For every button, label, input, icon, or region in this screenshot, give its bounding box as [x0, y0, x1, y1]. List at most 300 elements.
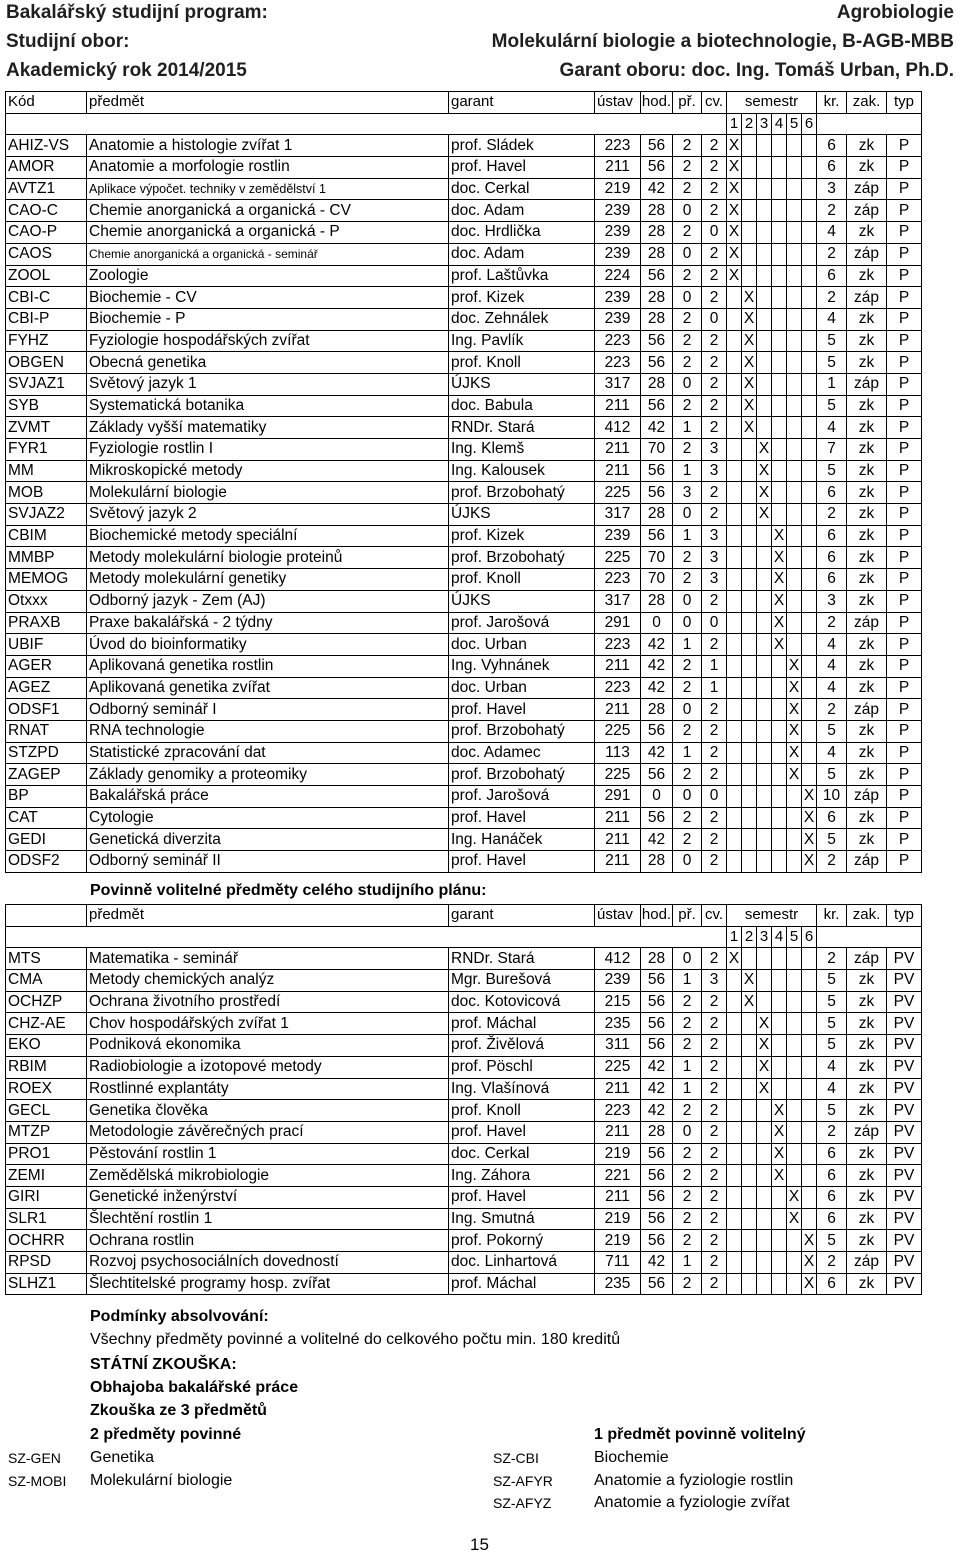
- course-exercises: 2: [702, 991, 727, 1013]
- semester-cell: X: [802, 786, 817, 808]
- semester-cell: [727, 829, 742, 851]
- course-lectures: 3: [673, 482, 702, 504]
- course-completion: zk: [847, 460, 887, 482]
- col-garant: garant: [449, 92, 595, 114]
- semester-cell: [757, 948, 772, 970]
- semester-cell: [772, 1056, 787, 1078]
- course-name: Obecná genetika: [87, 352, 449, 374]
- course-type: P: [887, 590, 922, 612]
- course-exercises: 2: [702, 948, 727, 970]
- course-hours: 56: [641, 460, 673, 482]
- course-credits: 4: [817, 655, 847, 677]
- semester-cell: [742, 829, 757, 851]
- course-code: EKO: [6, 1035, 87, 1057]
- course-type: P: [887, 157, 922, 179]
- table-row: [6, 612, 922, 634]
- semester-cell: [757, 720, 772, 742]
- semester-cell: [757, 308, 772, 330]
- mandatory-heading: 2 předměty povinné: [90, 1426, 242, 1443]
- course-guarantor: ÚJKS: [449, 373, 595, 395]
- semester-cell: X: [772, 1121, 787, 1143]
- semester-cell: [787, 308, 802, 330]
- course-type: PV: [887, 970, 922, 992]
- course-department: 211: [595, 157, 641, 179]
- course-type: PV: [887, 1230, 922, 1252]
- course-department: 211: [595, 439, 641, 461]
- semester-cell: [802, 157, 817, 179]
- semester-cell: [757, 1252, 772, 1274]
- course-exercises: 2: [702, 417, 727, 439]
- semester-cell: [772, 200, 787, 222]
- course-completion: záp: [847, 948, 887, 970]
- course-name: Základy vyšší matematiky: [87, 417, 449, 439]
- course-lectures: 0: [673, 590, 702, 612]
- course-exercises: 2: [702, 352, 727, 374]
- course-completion: záp: [847, 243, 887, 265]
- course-credits: 5: [817, 829, 847, 851]
- course-name: Zoologie: [87, 265, 449, 287]
- col-typ: typ: [887, 905, 922, 927]
- course-credits: 10: [817, 786, 847, 808]
- course-credits: 2: [817, 1121, 847, 1143]
- course-completion: zk: [847, 1035, 887, 1057]
- sz-code: SZ-AFYR: [493, 1473, 553, 1489]
- course-name: Biochemie - P: [87, 308, 449, 330]
- semester-cell: [757, 786, 772, 808]
- semester-cell: [742, 1165, 757, 1187]
- course-exercises: 2: [702, 699, 727, 721]
- academic-year: Akademický rok 2014/2015: [6, 60, 247, 81]
- course-hours: 56: [641, 135, 673, 157]
- semester-cell: [727, 699, 742, 721]
- course-credits: 5: [817, 330, 847, 352]
- course-exercises: 2: [702, 634, 727, 656]
- course-type: P: [887, 460, 922, 482]
- course-guarantor: ÚJKS: [449, 590, 595, 612]
- semester-cell: [802, 504, 817, 526]
- course-guarantor: prof. Sládek: [449, 135, 595, 157]
- course-name: Šlechtění rostlin 1: [87, 1208, 449, 1230]
- semester-number: 6: [802, 926, 817, 948]
- course-hours: 42: [641, 1078, 673, 1100]
- table-row: [6, 1165, 922, 1187]
- program-label: Bakalářský studijní program:: [6, 2, 268, 23]
- course-exercises: 2: [702, 135, 727, 157]
- semester-cell: [787, 634, 802, 656]
- course-department: 211: [595, 807, 641, 829]
- course-credits: 6: [817, 525, 847, 547]
- table-row: [6, 157, 922, 179]
- semester-cell: [742, 948, 757, 970]
- course-lectures: 2: [673, 157, 702, 179]
- semester-cell: [787, 352, 802, 374]
- semester-cell: [802, 352, 817, 374]
- semester-cell: X: [772, 634, 787, 656]
- semester-cell: X: [742, 970, 757, 992]
- course-type: P: [887, 308, 922, 330]
- table-row: [6, 417, 922, 439]
- semester-number: 5: [787, 113, 802, 135]
- course-department: 412: [595, 417, 641, 439]
- course-lectures: 2: [673, 829, 702, 851]
- course-completion: zk: [847, 742, 887, 764]
- semester-cell: [787, 287, 802, 309]
- course-name: Fyziologie rostlin I: [87, 439, 449, 461]
- course-lectures: 1: [673, 460, 702, 482]
- course-name: Metody molekulární biologie proteinů: [87, 547, 449, 569]
- course-completion: zk: [847, 417, 887, 439]
- course-name: Matematika - seminář: [87, 948, 449, 970]
- field-label: Studijní obor:: [6, 31, 130, 52]
- course-department: 239: [595, 243, 641, 265]
- course-code: MTZP: [6, 1121, 87, 1143]
- semester-cell: [757, 373, 772, 395]
- course-completion: zk: [847, 135, 887, 157]
- course-lectures: 1: [673, 1056, 702, 1078]
- semester-cell: [802, 200, 817, 222]
- course-completion: zk: [847, 970, 887, 992]
- col-cv: cv.: [702, 92, 727, 114]
- semester-cell: [742, 178, 757, 200]
- course-lectures: 2: [673, 352, 702, 374]
- semester-cell: [772, 417, 787, 439]
- course-department: 211: [595, 851, 641, 873]
- semester-cell: [787, 504, 802, 526]
- course-code: ODSF1: [6, 699, 87, 721]
- semester-cell: X: [742, 395, 757, 417]
- semester-cell: [787, 970, 802, 992]
- course-lectures: 0: [673, 1121, 702, 1143]
- course-exercises: 2: [702, 1121, 727, 1143]
- table-row: [6, 851, 922, 873]
- course-type: PV: [887, 1252, 922, 1274]
- program-value: Agrobiologie: [836, 2, 954, 23]
- semester-number: 1: [727, 926, 742, 948]
- semester-cell: [727, 1121, 742, 1143]
- course-name: Šlechtitelské programy hosp. zvířat: [87, 1273, 449, 1295]
- course-credits: 1: [817, 373, 847, 395]
- semester-cell: [757, 1100, 772, 1122]
- course-type: PV: [887, 1143, 922, 1165]
- col-zak: zak.: [847, 92, 887, 114]
- semester-cell: X: [802, 829, 817, 851]
- course-name: Mikroskopické metody: [87, 460, 449, 482]
- course-completion: zk: [847, 807, 887, 829]
- semester-cell: [772, 1273, 787, 1295]
- field-value: Molekulární biologie a biotechnologie, B-AGB-MBB: [491, 31, 954, 52]
- table-row: [6, 1078, 922, 1100]
- semester-cell: [787, 157, 802, 179]
- course-type: P: [887, 612, 922, 634]
- semester-cell: [772, 720, 787, 742]
- course-name: Metody molekulární genetiky: [87, 569, 449, 591]
- course-code: CMA: [6, 970, 87, 992]
- semester-cell: X: [787, 699, 802, 721]
- course-lectures: 2: [673, 1273, 702, 1295]
- semester-cell: [727, 373, 742, 395]
- course-guarantor: prof. Jarošová: [449, 612, 595, 634]
- semester-cell: [772, 243, 787, 265]
- course-name: Metody chemických analýz: [87, 970, 449, 992]
- table-row: [6, 1121, 922, 1143]
- course-type: P: [887, 135, 922, 157]
- semester-cell: [742, 547, 757, 569]
- col-kr: kr.: [817, 92, 847, 114]
- semester-cell: X: [802, 851, 817, 873]
- semester-cell: [802, 287, 817, 309]
- semester-cell: [802, 547, 817, 569]
- course-type: P: [887, 439, 922, 461]
- col-typ: typ: [887, 92, 922, 114]
- semester-cell: [727, 1273, 742, 1295]
- col-kr: kr.: [817, 905, 847, 927]
- semester-cell: [757, 200, 772, 222]
- header-row-program: [6, 2, 954, 24]
- course-code: FYR1: [6, 439, 87, 461]
- course-guarantor: doc. Kotovicová: [449, 991, 595, 1013]
- course-exercises: 2: [702, 764, 727, 786]
- course-exercises: 2: [702, 720, 727, 742]
- semester-cell: [772, 1230, 787, 1252]
- semester-cell: [772, 699, 787, 721]
- semester-cell: [757, 178, 772, 200]
- course-name: Chemie anorganická a organická - CV: [87, 200, 449, 222]
- semester-cell: [727, 1186, 742, 1208]
- course-exercises: 2: [702, 482, 727, 504]
- semester-cell: X: [727, 222, 742, 244]
- semester-number: 2: [742, 113, 757, 135]
- semester-cell: [787, 1056, 802, 1078]
- course-exercises: 2: [702, 1208, 727, 1230]
- semester-cell: [742, 1186, 757, 1208]
- course-guarantor: doc. Adamec: [449, 742, 595, 764]
- course-department: 219: [595, 1208, 641, 1230]
- course-credits: 6: [817, 1186, 847, 1208]
- semester-cell: [802, 991, 817, 1013]
- header-row-semesters: [6, 926, 922, 948]
- sz-code: SZ-CBI: [493, 1450, 539, 1466]
- course-credits: 5: [817, 764, 847, 786]
- course-code: STZPD: [6, 742, 87, 764]
- sz-name: Anatomie a fyziologie rostlin: [594, 1472, 794, 1489]
- course-name: Aplikovaná genetika rostlin: [87, 655, 449, 677]
- semester-cell: X: [727, 243, 742, 265]
- semester-cell: [742, 1273, 757, 1295]
- semester-cell: [727, 786, 742, 808]
- course-department: 225: [595, 1056, 641, 1078]
- semester-cell: [757, 1165, 772, 1187]
- course-lectures: 0: [673, 851, 702, 873]
- course-exercises: 2: [702, 178, 727, 200]
- course-hours: 42: [641, 829, 673, 851]
- semester-cell: [742, 482, 757, 504]
- course-guarantor: prof. Živělová: [449, 1035, 595, 1057]
- course-credits: 6: [817, 1143, 847, 1165]
- course-type: PV: [887, 948, 922, 970]
- course-exercises: 3: [702, 439, 727, 461]
- course-credits: 6: [817, 265, 847, 287]
- course-guarantor: doc. Hrdlička: [449, 222, 595, 244]
- semester-cell: [802, 720, 817, 742]
- course-type: PV: [887, 1100, 922, 1122]
- semester-cell: [787, 1035, 802, 1057]
- semester-cell: [742, 525, 757, 547]
- semester-cell: X: [787, 1208, 802, 1230]
- course-credits: 4: [817, 417, 847, 439]
- conditions-text: Všechny předměty povinné a volitelné do celkového počtu min. 180 kreditů: [90, 1331, 621, 1348]
- semester-cell: [802, 1143, 817, 1165]
- course-hours: 56: [641, 1013, 673, 1035]
- table-row: [6, 547, 922, 569]
- sz-name: Molekulární biologie: [90, 1472, 233, 1489]
- course-department: 211: [595, 395, 641, 417]
- course-code: MOB: [6, 482, 87, 504]
- semester-cell: [772, 265, 787, 287]
- course-credits: 5: [817, 460, 847, 482]
- semester-cell: [787, 395, 802, 417]
- semester-cell: [772, 222, 787, 244]
- semester-cell: [742, 439, 757, 461]
- table-row: [6, 395, 922, 417]
- semester-cell: X: [772, 547, 787, 569]
- course-exercises: 2: [702, 1035, 727, 1057]
- semester-cell: [802, 569, 817, 591]
- semester-cell: [787, 948, 802, 970]
- semester-cell: [727, 547, 742, 569]
- course-guarantor: RNDr. Stará: [449, 948, 595, 970]
- course-lectures: 2: [673, 720, 702, 742]
- course-department: 225: [595, 764, 641, 786]
- semester-cell: X: [742, 991, 757, 1013]
- semester-cell: [802, 612, 817, 634]
- course-department: 211: [595, 1186, 641, 1208]
- course-credits: 6: [817, 1208, 847, 1230]
- table-row: [6, 829, 922, 851]
- course-exercises: 0: [702, 222, 727, 244]
- semester-cell: [727, 417, 742, 439]
- course-exercises: 3: [702, 460, 727, 482]
- semester-cell: [802, 1056, 817, 1078]
- course-lectures: 2: [673, 1208, 702, 1230]
- course-hours: 56: [641, 1208, 673, 1230]
- conditions-title: Podmínky absolvování:: [90, 1308, 269, 1325]
- course-hours: 0: [641, 612, 673, 634]
- course-code: CAT: [6, 807, 87, 829]
- course-code: OCHRR: [6, 1230, 87, 1252]
- course-name: Biochemické metody speciální: [87, 525, 449, 547]
- course-department: 223: [595, 569, 641, 591]
- course-completion: zk: [847, 590, 887, 612]
- course-department: 239: [595, 970, 641, 992]
- semester-cell: [742, 135, 757, 157]
- course-exercises: 0: [702, 786, 727, 808]
- semester-cell: [727, 1100, 742, 1122]
- course-completion: zk: [847, 655, 887, 677]
- semester-cell: [772, 970, 787, 992]
- course-department: 239: [595, 525, 641, 547]
- course-name: Světový jazyk 1: [87, 373, 449, 395]
- semester-cell: [757, 851, 772, 873]
- sz-name: Anatomie a fyziologie zvířat: [594, 1494, 790, 1511]
- course-hours: 56: [641, 991, 673, 1013]
- course-completion: zk: [847, 1230, 887, 1252]
- course-guarantor: Ing. Záhora: [449, 1165, 595, 1187]
- semester-cell: [787, 1273, 802, 1295]
- course-department: 225: [595, 547, 641, 569]
- semester-cell: [727, 612, 742, 634]
- semester-cell: [742, 200, 757, 222]
- course-code: MM: [6, 460, 87, 482]
- table-row: [6, 1208, 922, 1230]
- course-department: 211: [595, 655, 641, 677]
- semester-cell: X: [802, 1273, 817, 1295]
- semester-cell: [742, 634, 757, 656]
- course-exercises: 2: [702, 157, 727, 179]
- course-name: Aplikace výpočet. techniky v zemědělství 1: [87, 178, 449, 200]
- table-row: [6, 330, 922, 352]
- col-garant: garant: [449, 905, 595, 927]
- semester-cell: [787, 590, 802, 612]
- course-lectures: 1: [673, 417, 702, 439]
- sz-code: SZ-MOBI: [8, 1473, 67, 1489]
- course-credits: 2: [817, 200, 847, 222]
- semester-cell: X: [787, 655, 802, 677]
- course-guarantor: doc. Cerkal: [449, 178, 595, 200]
- course-type: PV: [887, 1035, 922, 1057]
- semester-cell: [787, 373, 802, 395]
- course-name: Bakalářská práce: [87, 786, 449, 808]
- course-hours: 56: [641, 1230, 673, 1252]
- course-guarantor: ÚJKS: [449, 504, 595, 526]
- course-lectures: 2: [673, 1143, 702, 1165]
- course-department: 219: [595, 1230, 641, 1252]
- course-guarantor: doc. Cerkal: [449, 1143, 595, 1165]
- semester-cell: [787, 330, 802, 352]
- course-lectures: 2: [673, 1035, 702, 1057]
- course-type: P: [887, 764, 922, 786]
- semester-cell: [757, 1121, 772, 1143]
- semester-cell: [742, 157, 757, 179]
- semester-cell: [802, 482, 817, 504]
- semester-cell: [727, 1230, 742, 1252]
- course-lectures: 0: [673, 786, 702, 808]
- semester-cell: [757, 547, 772, 569]
- semester-cell: [802, 634, 817, 656]
- elective-courses-table: [5, 904, 922, 1295]
- semester-cell: [727, 851, 742, 873]
- course-code: OBGEN: [6, 352, 87, 374]
- semester-cell: [772, 330, 787, 352]
- course-type: PV: [887, 1013, 922, 1035]
- table-row: [6, 1143, 922, 1165]
- course-exercises: 2: [702, 1273, 727, 1295]
- course-guarantor: Ing. Smutná: [449, 1208, 595, 1230]
- course-code: CBI-C: [6, 287, 87, 309]
- table-row: [6, 373, 922, 395]
- course-completion: záp: [847, 1252, 887, 1274]
- semester-cell: [742, 265, 757, 287]
- course-department: 311: [595, 1035, 641, 1057]
- semester-cell: X: [742, 373, 757, 395]
- course-type: PV: [887, 1056, 922, 1078]
- semester-cell: [757, 699, 772, 721]
- semester-cell: [727, 525, 742, 547]
- course-hours: 42: [641, 1252, 673, 1274]
- course-type: P: [887, 395, 922, 417]
- course-guarantor: prof. Havel: [449, 1121, 595, 1143]
- semester-cell: [787, 243, 802, 265]
- table-row: [6, 1230, 922, 1252]
